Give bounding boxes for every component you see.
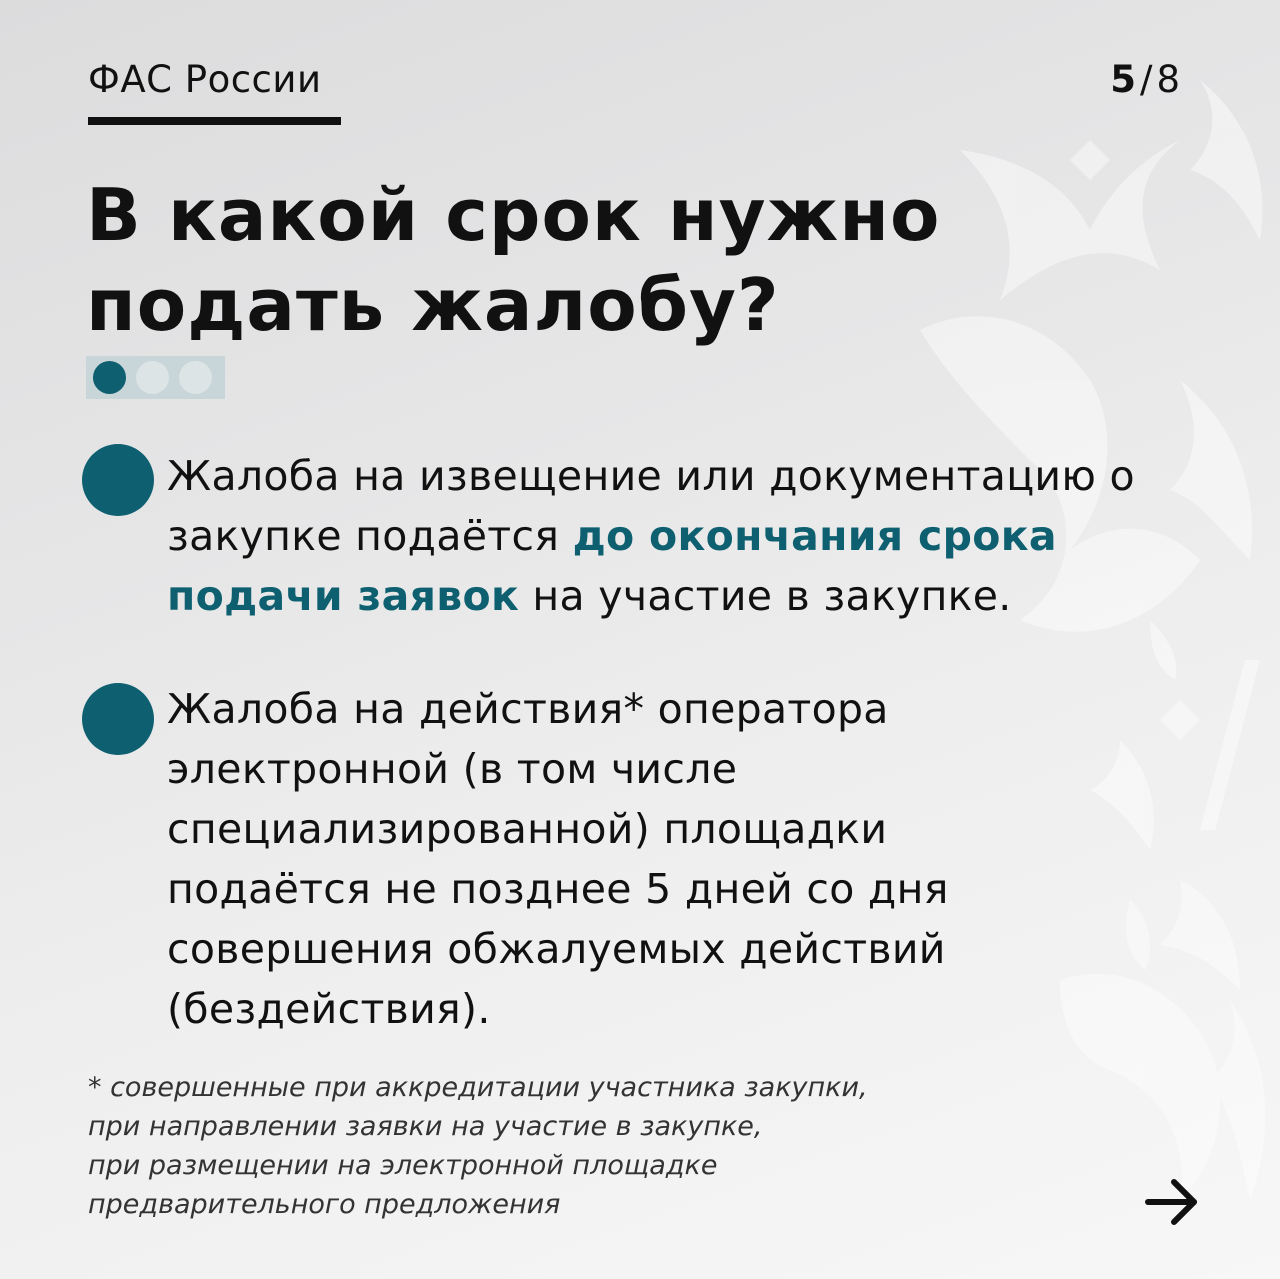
brand-underline — [88, 117, 341, 125]
bullet-text — [167, 446, 1227, 626]
indicator-dot — [179, 361, 212, 394]
bullet-highlight: до окончания срока подачи заявок — [167, 512, 1057, 620]
bullet-circle-icon — [82, 683, 154, 755]
bullet-text-before: Жалоба на извещение или документацию о закупке подаётся — [167, 452, 1135, 560]
title-line-2: подать жалобу? — [86, 263, 780, 347]
page-total: 8 — [1156, 58, 1180, 101]
bullet-text: Жалоба на действия* оператора электронной (в том числе специализированной) площадки подаётся не позднее 5 дней со дня совершения обжалуемых действий (бездействия). — [167, 685, 949, 1033]
footnote-line-2: при направлении заявки на участие в закупке, — [88, 1111, 763, 1142]
indicator-dot-active — [93, 361, 126, 394]
page-counter — [1110, 58, 1180, 101]
bullet-text-after: на участие в закупке. — [519, 572, 1012, 620]
indicator-dot — [136, 361, 169, 394]
footnote-line-4: предварительного предложения — [88, 1189, 561, 1220]
footnote-line-1: * совершенные при аккредитации участника закупки, — [88, 1072, 868, 1103]
page-title — [86, 170, 1086, 350]
brand-name: ФАС России — [88, 58, 322, 101]
page-current: 5 — [1110, 58, 1136, 101]
page-separator: / — [1139, 58, 1153, 101]
carousel-indicator — [86, 356, 225, 399]
arrow-right-icon[interactable] — [1142, 1172, 1202, 1232]
title-line-1: В какой срок нужно — [86, 173, 941, 257]
footnote — [88, 1068, 1068, 1224]
footnote-line-3: при размещении на электронной площадке — [88, 1150, 718, 1181]
bullet-circle-icon — [82, 444, 154, 516]
